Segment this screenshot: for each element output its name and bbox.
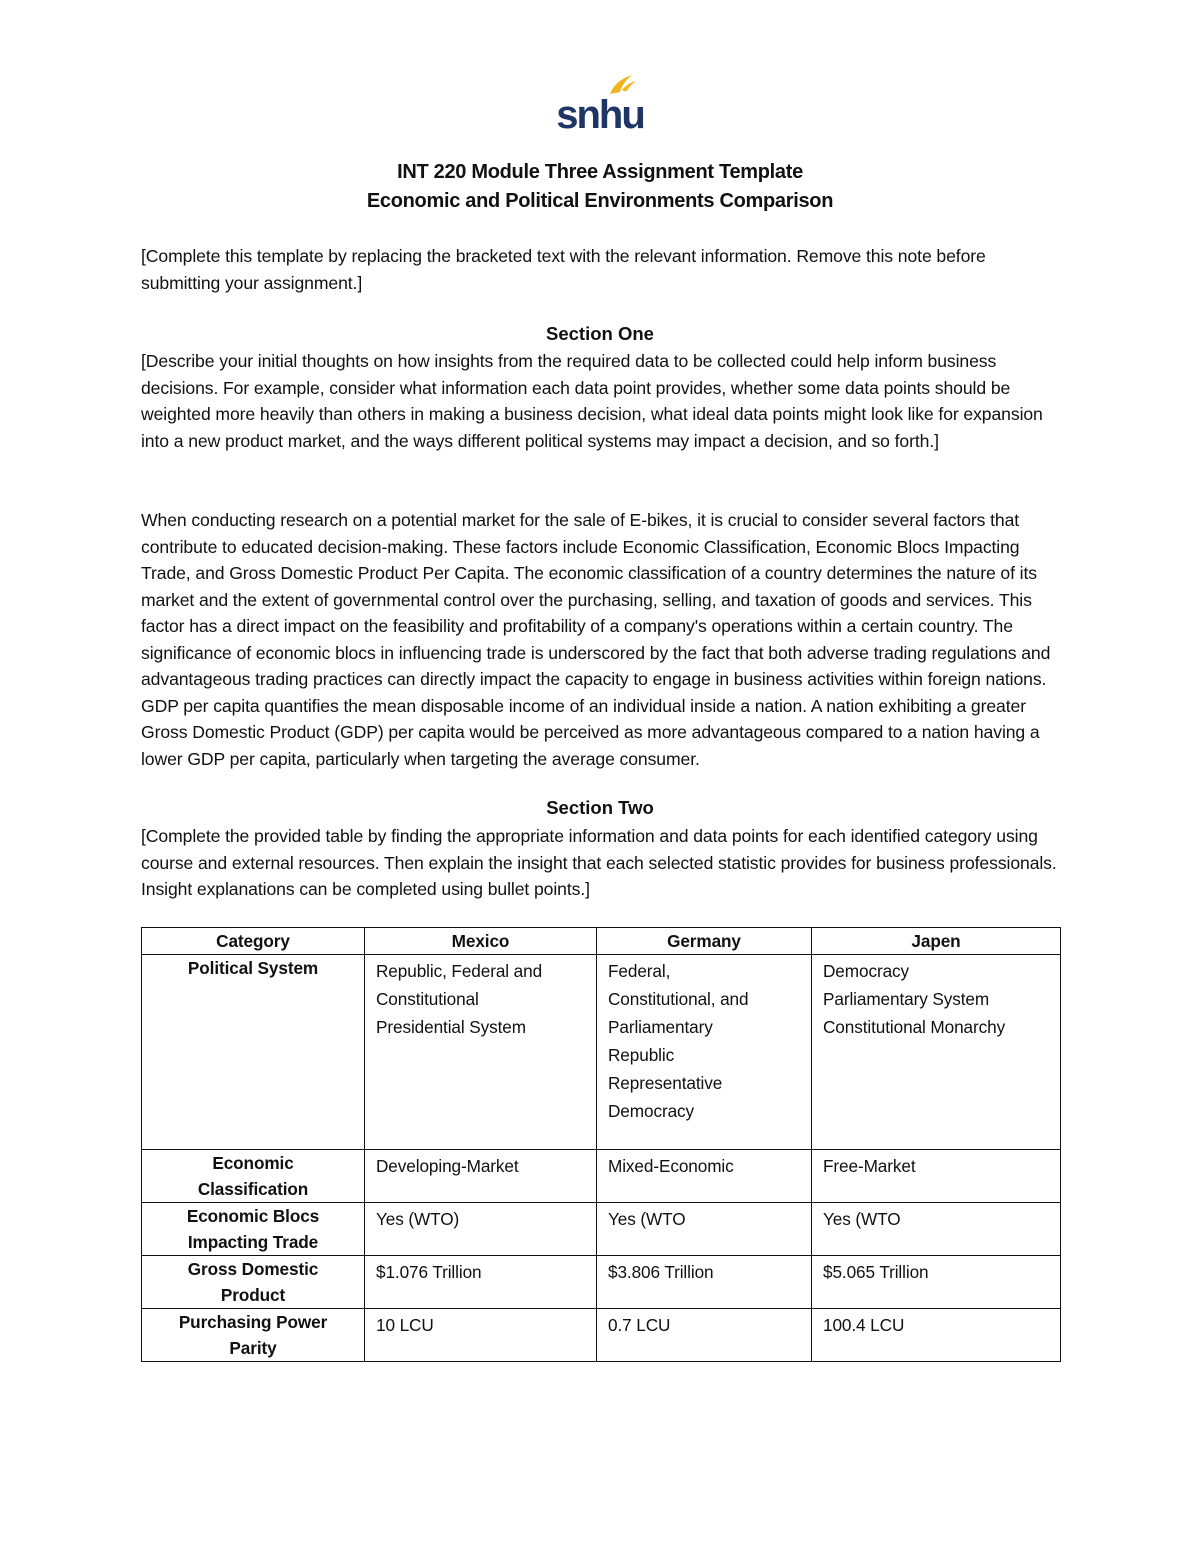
section-two-heading: Section Two (546, 797, 654, 818)
cell-line: Parliamentary (608, 1017, 713, 1037)
cell-line: 100.4 LCU (823, 1315, 905, 1335)
mexico-cell (365, 1150, 597, 1203)
table-row-economic-blocs (142, 1203, 1061, 1256)
japan-cell (812, 1256, 1061, 1309)
category-text: Economic (212, 1153, 294, 1173)
cell-line: 10 LCU (376, 1315, 434, 1335)
cell-line: Yes (WTO) (376, 1209, 460, 1229)
category-cell (142, 1256, 365, 1309)
cell-line: Yes (WTO (823, 1209, 901, 1229)
header-mexico: Mexico (365, 928, 597, 955)
cell-line: 0.7 LCU (608, 1315, 671, 1335)
category-text: Purchasing Power (178, 1312, 328, 1332)
logo-wordmark: snhu (556, 93, 644, 136)
germany-cell (597, 1309, 812, 1362)
header-category: Category (142, 928, 365, 955)
category-text: Parity (229, 1338, 277, 1358)
cell-line: Republic (608, 1045, 675, 1065)
cell-line: Presidential System (376, 1017, 526, 1037)
cell-line: Democracy (823, 961, 910, 981)
cell-line: $5.065 Trillion (823, 1262, 929, 1282)
section-two-prompt: [Complete the provided table by finding the appropriate information and data points for each identified category using course and external resources. Then explain the insight that each selected statistic provides for business professionals. Insight explanations can be completed using bullet points.] (141, 826, 1057, 899)
mexico-cell (365, 1203, 597, 1256)
table-header-row (142, 928, 1061, 955)
cell-line: Democracy (608, 1101, 695, 1121)
cell-line: Yes (WTO (608, 1209, 686, 1229)
germany-cell (597, 1203, 812, 1256)
title-line-2: Economic and Political Environments Comparison (366, 190, 834, 212)
germany-cell (597, 1150, 812, 1203)
section-one-response: When conducting research on a potential market for the sale of E-bikes, it is crucial to consider several factors that contribute to educated decision-making. These factors include Economic Classification, Economic Blocs Impacting Trade, and Gross Domestic Product Per Capita. The economic classification of a country determines the nature of its market and the extent of governmental control over the purchasing, selling, and taxation of goods and services. This factor has a direct impact on the feasibility and profitability of a company's operations within a certain country. The significance of economic blocs in influencing trade is underscored by the fact that both adverse trading regulations and advantageous trading practices can directly impact the capacity to engage in business activities within foreign nations. GDP per capita quantifies the mean disposable income of an individual inside a nation. A nation exhibiting a greater Gross Domestic Product (GDP) per capita would be perceived as more advantageous compared to a nation having a lower GDP per capita, particularly when targeting the average consumer. (141, 510, 1051, 769)
table-row-ppp (142, 1309, 1061, 1362)
japan-cell (812, 1150, 1061, 1203)
cell-line: Representative (608, 1073, 723, 1093)
category-text: Classification (197, 1179, 309, 1199)
category-text: Product (220, 1285, 286, 1305)
category-text: Economic Blocs (186, 1206, 320, 1226)
category-cell (142, 1203, 365, 1256)
japan-cell (812, 1309, 1061, 1362)
category-cell (142, 1309, 365, 1362)
cell-line: Constitutional (376, 989, 479, 1009)
header-germany: Germany (597, 928, 812, 955)
mexico-cell (365, 1309, 597, 1362)
table-row-gdp (142, 1256, 1061, 1309)
table-row-economic-classification (142, 1150, 1061, 1203)
cell-line: Federal, (608, 961, 671, 981)
section-one-heading: Section One (546, 323, 654, 344)
category-text: Impacting Trade (187, 1232, 319, 1252)
header-japan: Japen (812, 928, 1061, 955)
cell-line: Constitutional Monarchy (823, 1017, 1006, 1037)
mexico-cell (365, 1256, 597, 1309)
category-cell (142, 1150, 365, 1203)
japan-cell (812, 955, 1061, 1150)
mexico-cell (365, 955, 597, 1150)
table-row-political-system (142, 955, 1061, 1150)
japan-cell (812, 1203, 1061, 1256)
germany-cell (597, 955, 812, 1150)
category-text: Gross Domestic (187, 1259, 319, 1279)
title-line-1: INT 220 Module Three Assignment Template (397, 161, 803, 183)
germany-cell (597, 1256, 812, 1309)
cell-line: $3.806 Trillion (608, 1262, 714, 1282)
cell-line: Developing-Market (376, 1156, 519, 1176)
document-title (0, 158, 1200, 216)
cell-line: Free-Market (823, 1156, 916, 1176)
intro-note: [Complete this template by replacing the bracketed text with the relevant information. Remove this note before submitting your assignment.] (141, 246, 986, 293)
category-cell (142, 955, 365, 1150)
cell-line: Mixed-Economic (608, 1156, 734, 1176)
cell-line: $1.076 Trillion (376, 1262, 482, 1282)
comparison-table (141, 927, 1061, 1362)
cell-line: Parliamentary System (823, 989, 990, 1009)
cell-line: Constitutional, and (608, 989, 749, 1009)
cell-line: Republic, Federal and (376, 961, 543, 981)
category-text: Political System (187, 958, 319, 978)
section-one-prompt: [Describe your initial thoughts on how insights from the required data to be collected could help inform business decisions. For example, consider what information each data point provides, whether some data points should be weighted more heavily than others in making a business decision, what ideal data points might look like for expansion into a new product market, and the ways different political systems may impact a decision, and so forth.] (141, 351, 1043, 451)
snhu-logo (552, 72, 648, 136)
